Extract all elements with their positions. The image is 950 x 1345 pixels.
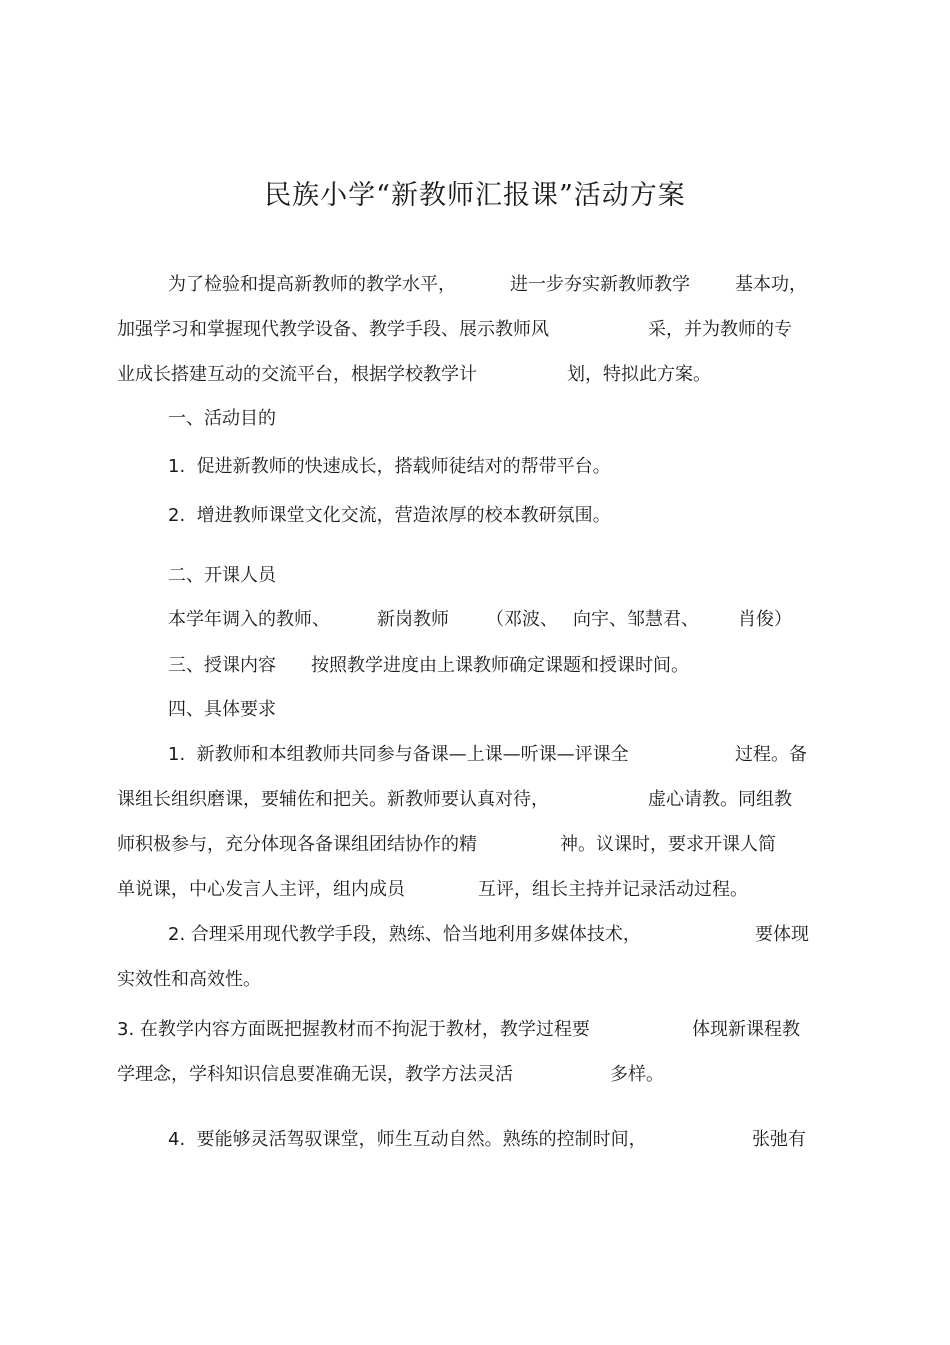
document-title: 民族小学“新教师汇报课”活动方案: [264, 180, 686, 211]
text-segment: 4. 要能够灵活驾驭课堂，师生互动自然。熟练的控制时间，: [168, 1129, 647, 1150]
text-segment: 为了检验和提高新教师的教学水平，: [168, 274, 456, 295]
text-segment: 2. 合理采用现代教学手段，熟练、恰当地利用多媒体技术，: [168, 924, 641, 945]
paragraph-line: [0, 360, 950, 390]
paragraph-line: [0, 740, 950, 770]
text-segment: 三、授课内容: [168, 655, 276, 676]
paragraph-line: [0, 920, 950, 950]
paragraph-line: [0, 452, 950, 482]
text-segment: 课组长组织磨课，要辅佐和把关。新教师要认真对待，: [117, 789, 549, 810]
paragraph-line: [0, 605, 950, 635]
text-segment: 四、具体要求: [168, 699, 276, 720]
text-segment: 一、活动目的: [168, 408, 276, 429]
text-segment: 张弛有: [752, 1129, 806, 1150]
paragraph-line: [0, 404, 950, 434]
paragraph-line: [0, 830, 950, 860]
text-segment: 师积极参与，充分体现各备课组团结协作的精: [117, 834, 477, 855]
text-segment: 单说课，中心发言人主评，组内成员: [117, 879, 405, 900]
text-segment: 采，并为教师的专: [648, 319, 792, 340]
text-segment: （邓波、: [486, 609, 558, 630]
paragraph-line: [0, 965, 950, 995]
text-segment: 多样。: [610, 1064, 664, 1085]
text-segment: 神。议课时，要求开课人简: [560, 834, 776, 855]
paragraph-line: [0, 875, 950, 905]
paragraph-line: [0, 651, 950, 681]
paragraph-line: [0, 270, 950, 300]
text-segment: 新岗教师: [377, 609, 449, 630]
text-segment: 按照教学进度由上课教师确定课题和授课时间。: [311, 655, 689, 676]
text-segment: 2. 增进教师课堂文化交流，营造浓厚的校本教研氛围。: [168, 505, 611, 526]
paragraph-line: [0, 1125, 950, 1155]
paragraph-line: [0, 501, 950, 531]
text-segment: 加强学习和掌握现代教学设备、教学手段、展示教师风: [117, 319, 549, 340]
paragraph-line: [0, 315, 950, 345]
text-segment: 学理念，学科知识信息要准确无误，教学方法灵活: [117, 1064, 513, 1085]
text-segment: 3. 在教学内容方面既把握教材而不拘泥于教材，教学过程要: [117, 1019, 590, 1040]
text-segment: 本学年调入的教师、: [168, 609, 330, 630]
text-segment: 过程。备: [735, 744, 807, 765]
text-segment: 实效性和高效性。: [117, 969, 261, 990]
paragraph-line: [0, 561, 950, 591]
text-segment: 虚心请教。同组教: [648, 789, 792, 810]
text-segment: 进一步夯实新教师教学: [510, 274, 690, 295]
text-segment: 肖俊）: [738, 609, 792, 630]
paragraph-line: [0, 1015, 950, 1045]
text-segment: 二、开课人员: [168, 565, 276, 586]
text-segment: 1. 新教师和本组教师共同参与备课—上课—听课—评课全: [168, 744, 629, 765]
text-segment: 体现新课程教: [692, 1019, 800, 1040]
text-segment: 1. 促进新教师的快速成长，搭载师徒结对的帮带平台。: [168, 456, 611, 477]
paragraph-line: [0, 695, 950, 725]
text-segment: 互评，组长主持并记录活动过程。: [478, 879, 748, 900]
paragraph-line: [0, 1060, 950, 1090]
text-segment: 划，特拟此方案。: [567, 364, 711, 385]
text-segment: 向宇、邹慧君、: [573, 609, 699, 630]
text-segment: 业成长搭建互动的交流平台，根据学校教学计: [117, 364, 477, 385]
text-segment: 基本功，: [735, 274, 807, 295]
text-segment: 要体现: [755, 924, 809, 945]
paragraph-line: [0, 785, 950, 815]
